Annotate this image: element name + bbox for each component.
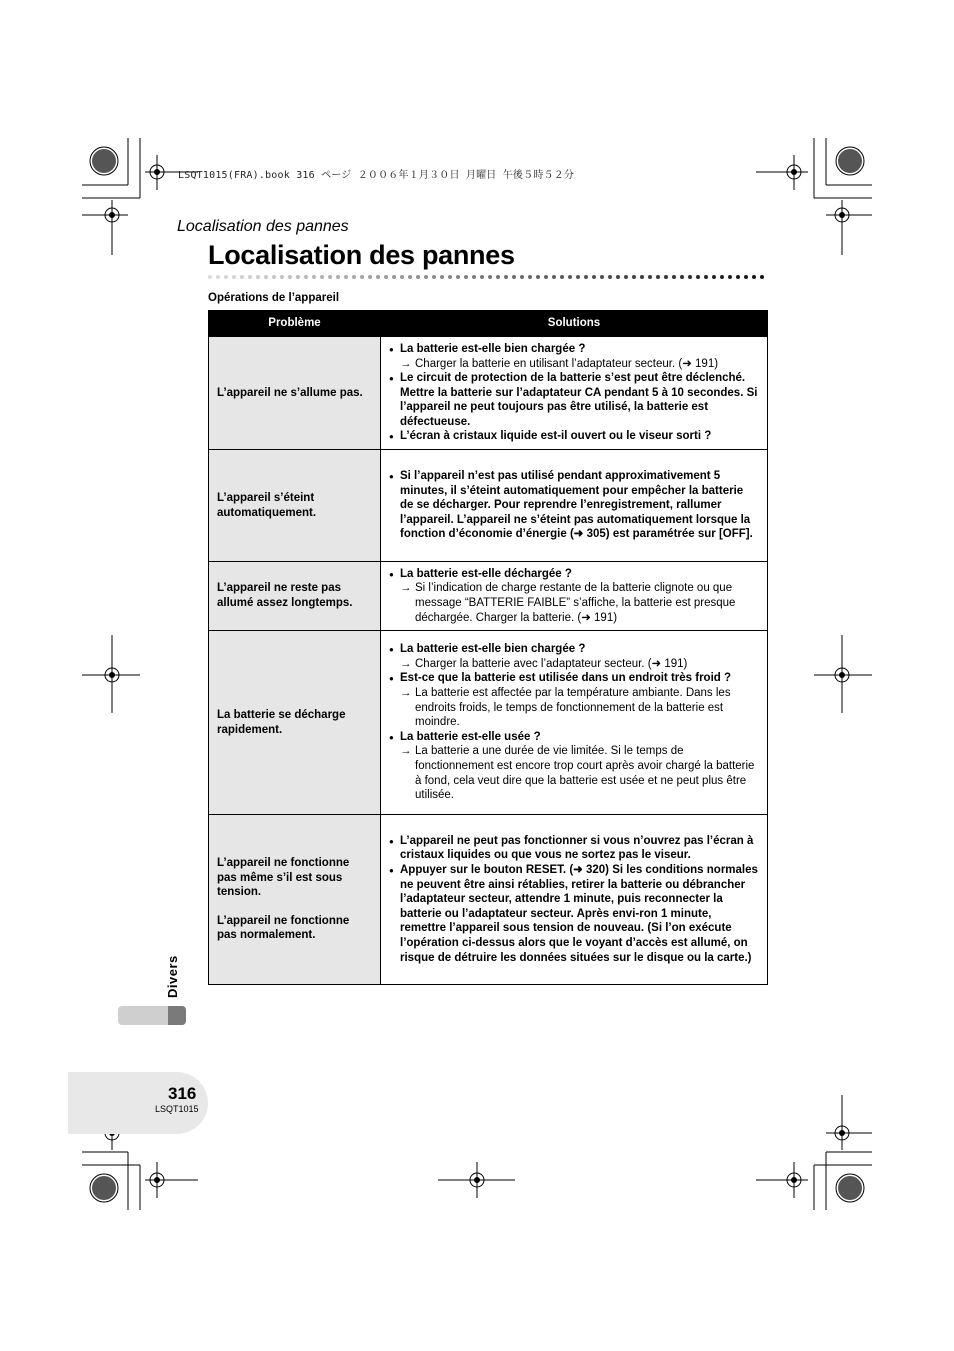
arrow-icon: → <box>400 745 412 758</box>
rule-dot <box>400 275 404 279</box>
rule-dot <box>320 275 324 279</box>
answer-text: Charger la batterie avec l’adaptateur secteur. (➜ 191) <box>415 657 688 670</box>
question-text: La batterie est-elle bien chargée ? <box>400 643 586 656</box>
problem-text: La batterie se décharge rapidement. <box>217 708 346 736</box>
rule-dot <box>656 275 660 279</box>
question-text: L’écran à cristaux liquide est-il ouvert ou le viseur sorti ? <box>400 430 712 443</box>
bullet-icon: ● <box>389 674 394 684</box>
rule-dot <box>536 275 540 279</box>
solution-question <box>389 834 759 863</box>
table-row <box>209 450 768 562</box>
solution-question <box>389 567 759 582</box>
rule-dot <box>248 275 252 279</box>
rule-dot <box>360 275 364 279</box>
problem-cell <box>209 450 381 562</box>
problem-text: L’appareil ne reste pas allumé assez longtemps. <box>217 582 353 609</box>
solution-answer <box>389 357 759 372</box>
rule-dot <box>712 275 716 279</box>
rule-dot <box>744 275 748 279</box>
rule-dot <box>224 275 228 279</box>
page-number: 316 <box>168 1084 197 1103</box>
rule-dot <box>640 275 644 279</box>
rule-dot <box>368 275 372 279</box>
rule-dot <box>600 275 604 279</box>
rule-dot <box>480 275 484 279</box>
rule-dot <box>344 275 348 279</box>
troubleshooting-table <box>208 310 768 985</box>
rule-dot <box>728 275 732 279</box>
rule-dot <box>568 275 572 279</box>
rule-dot <box>376 275 380 279</box>
rule-dot <box>560 275 564 279</box>
rule-dot <box>504 275 508 279</box>
rule-dot <box>424 275 428 279</box>
rule-dot <box>672 275 676 279</box>
solution-question <box>389 371 759 429</box>
dotted-rule <box>208 274 768 280</box>
solution-question <box>389 671 759 686</box>
solution-question <box>389 469 759 542</box>
bullet-icon: ● <box>389 344 394 354</box>
bullet-icon: ● <box>389 374 394 384</box>
rule-dot <box>496 275 500 279</box>
problem-text: L’appareil ne fonctionne pas même s’il est sous tension. <box>217 857 350 899</box>
rule-dot <box>328 275 332 279</box>
table-row <box>209 815 768 985</box>
rule-dot <box>312 275 316 279</box>
rule-dot <box>544 275 548 279</box>
rule-dot <box>392 275 396 279</box>
solutions-cell <box>381 337 768 450</box>
answer-text: Si l’indication de charge restante de la batterie clignote ou que message “BATTERIE FAIBLE” s’affiche, la batterie est presque déchargée. Charger la batterie. (➜ 191) <box>415 582 736 624</box>
problem-text-secondary: L’appareil ne fonctionne pas normalement. <box>217 914 350 942</box>
answer-text: La batterie est affectée par la température ambiante. Dans les endroits froids, le temps de fonctionnement de la batterie est moindre. <box>415 687 731 729</box>
solutions-cell <box>381 450 768 562</box>
bullet-icon: ● <box>389 732 394 742</box>
rule-dot <box>720 275 724 279</box>
section-title: Opérations de l’appareil <box>208 292 340 304</box>
rule-dot <box>408 275 412 279</box>
rule-dot <box>464 275 468 279</box>
problem-text: L’appareil s’éteint automatiquement. <box>217 491 317 519</box>
question-text: Le circuit de protection de la batterie s’est peut être déclenché. Mettre la batterie sur l’adaptateur CA pendant 5 à 10 secondes. Si l’appareil ne peut toujours pas être utilisé, la batterie est défectueuse. <box>400 372 758 428</box>
rule-dot <box>448 275 452 279</box>
table-row <box>209 631 768 815</box>
rule-dot <box>632 275 636 279</box>
rule-dot <box>264 275 268 279</box>
rule-dot <box>240 275 244 279</box>
rule-dot <box>440 275 444 279</box>
rule-dot <box>304 275 308 279</box>
solution-answer <box>389 657 759 672</box>
header-solutions: Solutions <box>381 311 768 337</box>
solutions-cell <box>381 562 768 631</box>
question-text: Appuyer sur le bouton RESET. (➜ 320) Si les conditions normales ne peuvent être ainsi rétablies, retirer la batterie ou débrancher l’adaptateur secteur, attendre 1 minute, puis reconnecter la batterie ou l’adaptateur secteur. Après envi-ron 1 minute, remettre l’appareil sous tension de nouveau. (Si l’on exécute l’opération ci-dessus alors que le voyant d’accès est allumé, on risque de détruire les données situées sur le disque ou la carte.) <box>400 864 758 964</box>
rule-dot <box>616 275 620 279</box>
rule-dot <box>688 275 692 279</box>
rule-dot <box>512 275 516 279</box>
solution-answer <box>389 581 759 625</box>
rule-dot <box>336 275 340 279</box>
question-text: Si l’appareil n’est pas utilisé pendant approximativement 5 minutes, il s’éteint automatiquement pour empêcher la batterie de se décharger. Pour reprendre l’enregistrement, rallumer l’appareil. L’appareil ne s’éteint pas automatiquement lorsque la fonction d’économie d’énergie (➜ 305) est paramétrée sur [OFF]. <box>400 470 753 541</box>
bullet-icon: ● <box>389 472 394 482</box>
rule-dot <box>352 275 356 279</box>
table-row <box>209 337 768 450</box>
bullet-icon: ● <box>389 569 394 579</box>
problem-text: L’appareil ne s’allume pas. <box>217 386 363 399</box>
rule-dot <box>416 275 420 279</box>
rule-dot <box>472 275 476 279</box>
arrow-icon: → <box>400 582 412 595</box>
rule-dot <box>648 275 652 279</box>
arrow-icon: → <box>400 357 412 370</box>
question-text: La batterie est-elle déchargée ? <box>400 567 572 580</box>
problem-cell <box>209 562 381 631</box>
table-header-row <box>209 311 768 337</box>
page-code: LSQT1015 <box>155 1104 199 1114</box>
rule-dot <box>664 275 668 279</box>
rule-dot <box>584 275 588 279</box>
solution-question <box>389 863 759 965</box>
rule-dot <box>520 275 524 279</box>
rule-dot <box>552 275 556 279</box>
rule-dot <box>608 275 612 279</box>
side-label: Divers <box>165 955 180 998</box>
solution-answer <box>389 744 759 802</box>
rule-dot <box>624 275 628 279</box>
rule-dot <box>384 275 388 279</box>
header-problem: Problème <box>209 311 381 337</box>
section-tab-marker <box>168 1006 186 1025</box>
rule-dot <box>528 275 532 279</box>
solution-question <box>389 429 759 444</box>
question-text: Est-ce que la batterie est utilisée dans un endroit très froid ? <box>400 672 732 685</box>
problem-cell <box>209 631 381 815</box>
bullet-icon: ● <box>389 432 394 442</box>
solution-answer <box>389 686 759 730</box>
rule-dot <box>488 275 492 279</box>
solutions-cell <box>381 631 768 815</box>
question-text: La batterie est-elle bien chargée ? <box>400 342 586 355</box>
answer-text: Charger la batterie en utilisant l’adaptateur secteur. (➜ 191) <box>415 357 719 370</box>
rule-dot <box>680 275 684 279</box>
solution-question <box>389 730 759 745</box>
rule-dot <box>592 275 596 279</box>
rule-dot <box>256 275 260 279</box>
rule-dot <box>760 275 764 279</box>
rule-dot <box>216 275 220 279</box>
rule-dot <box>576 275 580 279</box>
arrow-icon: → <box>400 657 412 670</box>
rule-dot <box>280 275 284 279</box>
solution-question <box>389 642 759 657</box>
problem-cell <box>209 815 381 985</box>
bullet-icon: ● <box>389 866 394 876</box>
page-title: Localisation des pannes <box>208 240 515 270</box>
rule-dot <box>272 275 276 279</box>
rule-dot <box>208 275 212 279</box>
rule-dot <box>696 275 700 279</box>
bullet-icon: ● <box>389 836 394 846</box>
print-info: LSQT1015(FRA).book 316 ページ ２００６年１月３０日 月曜日 午後５時５２分 <box>178 170 575 181</box>
rule-dot <box>736 275 740 279</box>
rule-dot <box>456 275 460 279</box>
rule-dot <box>288 275 292 279</box>
problem-cell <box>209 337 381 450</box>
question-text: La batterie est-elle usée ? <box>400 730 541 743</box>
rule-dot <box>752 275 756 279</box>
answer-text: La batterie a une durée de vie limitée. Si le temps de fonctionnement est encore trop court après avoir chargé la batterie à fond, cela veut dire que la batterie est usée et ne peut plus être utilisée. <box>415 745 755 802</box>
solutions-cell <box>381 815 768 985</box>
rule-dot <box>232 275 236 279</box>
running-header: Localisation des pannes <box>177 218 349 235</box>
rule-dot <box>296 275 300 279</box>
solution-question <box>389 342 759 357</box>
rule-dot <box>432 275 436 279</box>
rule-dot <box>704 275 708 279</box>
question-text: L’appareil ne peut pas fonctionner si vous n’ouvrez pas l’écran à cristaux liquides ou que vous ne sortez pas le viseur. <box>400 834 754 862</box>
table-row <box>209 562 768 631</box>
arrow-icon: → <box>400 687 412 700</box>
bullet-icon: ● <box>389 645 394 655</box>
